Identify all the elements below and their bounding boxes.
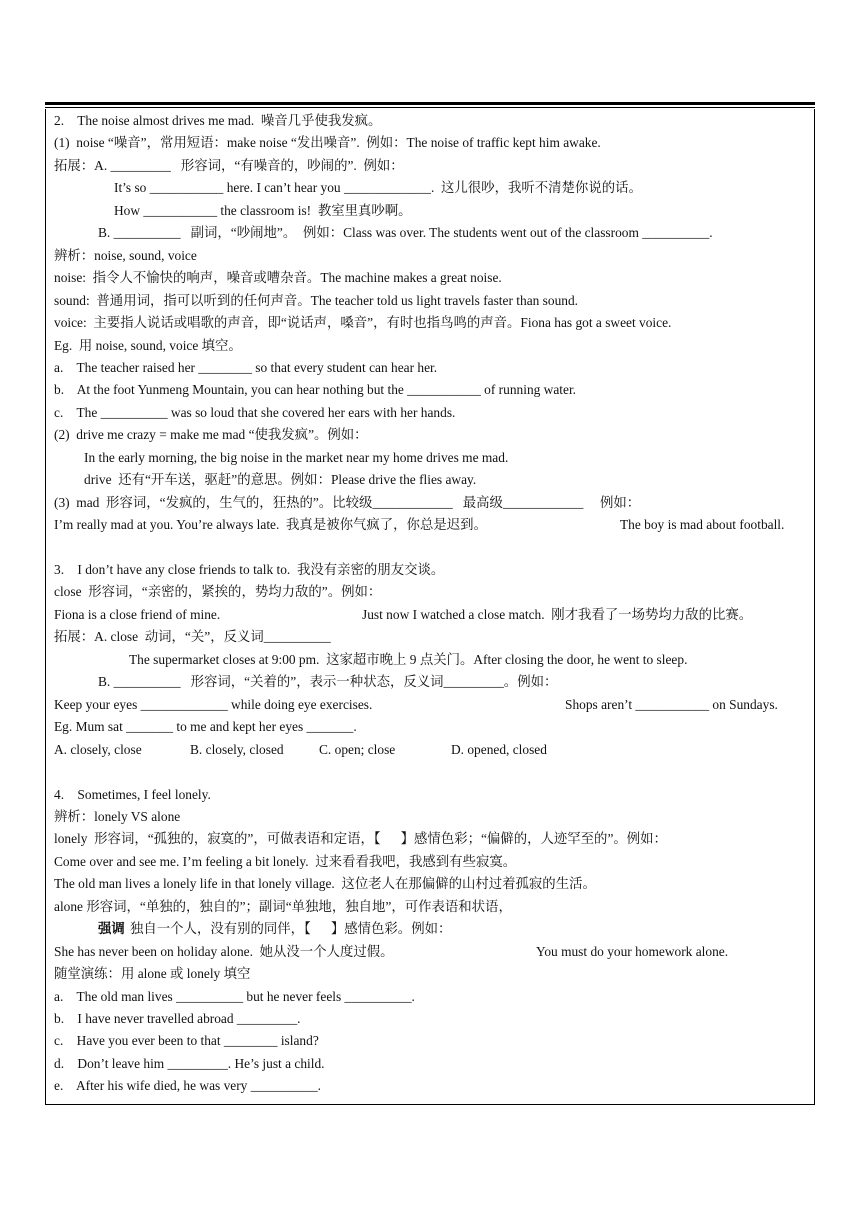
text-line <box>0 1054 860 1074</box>
text-segment: c. Have you ever been to that ________ island? <box>54 1033 319 1049</box>
text-segment: 4. Sometimes, I feel lonely. <box>54 786 211 802</box>
text-segment: c. The __________ was so loud that she covered her ears with her hands. <box>54 404 456 420</box>
text-segment: 辨析：lonely VS alone <box>54 808 181 824</box>
text-line <box>0 538 860 558</box>
text-segment: e. After his wife died, he was very __________. <box>54 1078 322 1094</box>
text-line <box>0 785 860 805</box>
text-segment: The supermarket closes at 9:00 pm. 这家超市晚上 9 点关门。After closing the door, he went to sleep. <box>129 651 688 667</box>
text-line <box>0 515 860 535</box>
text-segment: (3) mad 形容词，“发疯的，生气的，狂热的”。比较级____________ 最高级____________ 例如： <box>54 494 641 510</box>
text-segment: voice: 主要指人说话或唱歌的声音，即“说话声，嗓音”，有时也指鸟鸣的声音。Fiona has got a sweet voice. <box>54 315 672 331</box>
text-segment: A. closely, close <box>54 741 142 757</box>
text-segment: 2. The noise almost drives me mad. 噪音几乎使我发疯。 <box>54 113 382 128</box>
text-line <box>0 403 860 423</box>
text-segment: Fiona is a close friend of mine. <box>54 606 221 622</box>
text-segment: The old man lives a lonely life in that lonely village. 这位老人在那偏僻的山村过着孤寂的生活。 <box>54 876 596 892</box>
text-line <box>0 605 860 625</box>
text-segment: close 形容词，“亲密的，紧挨的，势均力敌的”。例如： <box>54 584 382 600</box>
text-line <box>0 762 860 782</box>
text-line <box>0 1009 860 1029</box>
text-line <box>0 111 860 131</box>
text-line <box>0 874 860 894</box>
text-line <box>0 852 860 872</box>
text-line <box>0 291 860 311</box>
text-line <box>0 672 860 692</box>
text-segment: a. The old man lives __________ but he never feels __________. <box>54 988 415 1004</box>
text-line <box>0 380 860 400</box>
text-segment: 辨析：noise, sound, voice <box>54 247 197 263</box>
text-line <box>0 829 860 849</box>
text-segment: B. __________ 形容词，“关着的”，表示一种状态，反义词_________。例如： <box>98 674 558 690</box>
text-segment: b. I have never travelled abroad _________. <box>54 1011 301 1026</box>
text-segment: b. At the foot Yunmeng Mountain, you can hear nothing but the ___________ of running water. <box>54 382 577 398</box>
text-line <box>0 268 860 288</box>
text-segment: I’m really mad at you. You’re always late. 我真是被你气疯了，你总是迟到。 <box>54 517 487 533</box>
text-segment: In the early morning, the big noise in the market near my home drives me mad. <box>84 449 509 465</box>
text-segment: Keep your eyes _____________ while doing eye exercises. <box>54 696 373 712</box>
text-line <box>0 336 860 356</box>
text-segment: 强调 <box>98 921 125 937</box>
text-segment: B. closely, closed <box>190 741 284 757</box>
text-line <box>0 919 860 939</box>
header-rule-thick <box>45 102 815 105</box>
text-line <box>0 178 860 198</box>
text-segment: It’s so ___________ here. I can’t hear you _____________. 这儿很吵，我听不清楚你说的话。 <box>114 180 642 196</box>
text-segment: (1) noise “噪音”，常用短语：make noise “发出噪音”. 例如：The noise of traffic kept him awake. <box>54 135 601 151</box>
text-segment: Shops aren’t ___________ on Sundays. <box>565 696 778 712</box>
text-segment: 独自一个人，没有别的同伴，【 】感情色彩。例如： <box>130 921 452 937</box>
text-line <box>0 313 860 333</box>
text-segment: 3. I don’t have any close friends to talk to. 我没有亲密的朋友交谈。 <box>54 562 445 577</box>
text-line <box>0 897 860 917</box>
text-segment: How ___________ the classroom is! 教室里真吵啊。 <box>114 202 412 218</box>
text-line <box>0 223 860 243</box>
text-segment: B. __________ 副词，“吵闹地”。 例如：Class was over. The students went out of the classroom __________. <box>98 225 713 241</box>
text-segment: (2) drive me crazy = make me mad “使我发疯”。例如： <box>54 427 368 443</box>
text-segment: sound: 普通用词，指可以听到的任何声音。The teacher told us light travels faster than sound. <box>54 292 579 308</box>
text-segment: noise: 指令人不愉快的响声，噪音或嘈杂音。The machine makes a great noise. <box>54 270 502 286</box>
text-segment: Just now I watched a close match. 刚才我看了一场势均力敌的比赛。 <box>362 606 753 622</box>
text-segment: D. opened, closed <box>451 741 547 757</box>
text-line <box>0 717 860 737</box>
text-line <box>0 425 860 445</box>
text-line <box>0 448 860 468</box>
text-line <box>0 493 860 513</box>
text-line <box>0 246 860 266</box>
text-line <box>0 560 860 580</box>
text-segment: lonely 形容词，“孤独的，寂寞的”，可做表语和定语，【 】感情色彩；“偏僻的，人迹罕至的”。例如： <box>54 831 667 847</box>
text-line <box>0 156 860 176</box>
text-line <box>0 470 860 490</box>
text-segment: She has never been on holiday alone. 她从没一个人度过假。 <box>54 943 394 959</box>
text-line <box>0 807 860 827</box>
text-line <box>0 650 860 670</box>
text-segment: 拓展：A. close 动词，“关”，反义词__________ <box>54 629 331 645</box>
text-line <box>0 1076 860 1096</box>
text-line <box>0 964 860 984</box>
text-line <box>0 358 860 378</box>
text-segment: 随堂演练：用 alone 或 lonely 填空 <box>54 966 251 982</box>
text-line <box>0 627 860 647</box>
text-line <box>0 740 860 760</box>
text-segment: Eg. 用 noise, sound, voice 填空。 <box>54 337 242 353</box>
text-segment: alone 形容词，“单独的，独自的”；副词“单独地，独自地”，可作表语和状语， <box>54 898 512 914</box>
text-line <box>0 582 860 602</box>
text-segment: You must do your homework alone. <box>536 943 729 959</box>
text-line <box>0 987 860 1007</box>
text-segment: d. Don’t leave him _________. He’s just a child. <box>54 1055 325 1071</box>
text-segment: drive 还有“开车送，驱赶”的意思。例如：Please drive the flies away. <box>84 472 477 488</box>
text-segment: 拓展：A. _________ 形容词，“有噪音的，吵闹的”. 例如： <box>54 157 404 173</box>
text-line <box>0 1031 860 1051</box>
text-segment: The boy is mad about football. <box>620 517 785 533</box>
header-rule-thin <box>45 107 815 108</box>
text-segment: a. The teacher raised her ________ so that every student can hear her. <box>54 359 438 375</box>
text-line <box>0 942 860 962</box>
text-segment: Eg. Mum sat _______ to me and kept her eyes _______. <box>54 719 357 735</box>
text-segment: Come over and see me. I’m feeling a bit lonely. 过来看看我吧，我感到有些寂寞。 <box>54 853 517 869</box>
text-line <box>0 695 860 715</box>
text-line <box>0 133 860 153</box>
text-segment: C. open; close <box>319 741 396 757</box>
text-line <box>0 201 860 221</box>
